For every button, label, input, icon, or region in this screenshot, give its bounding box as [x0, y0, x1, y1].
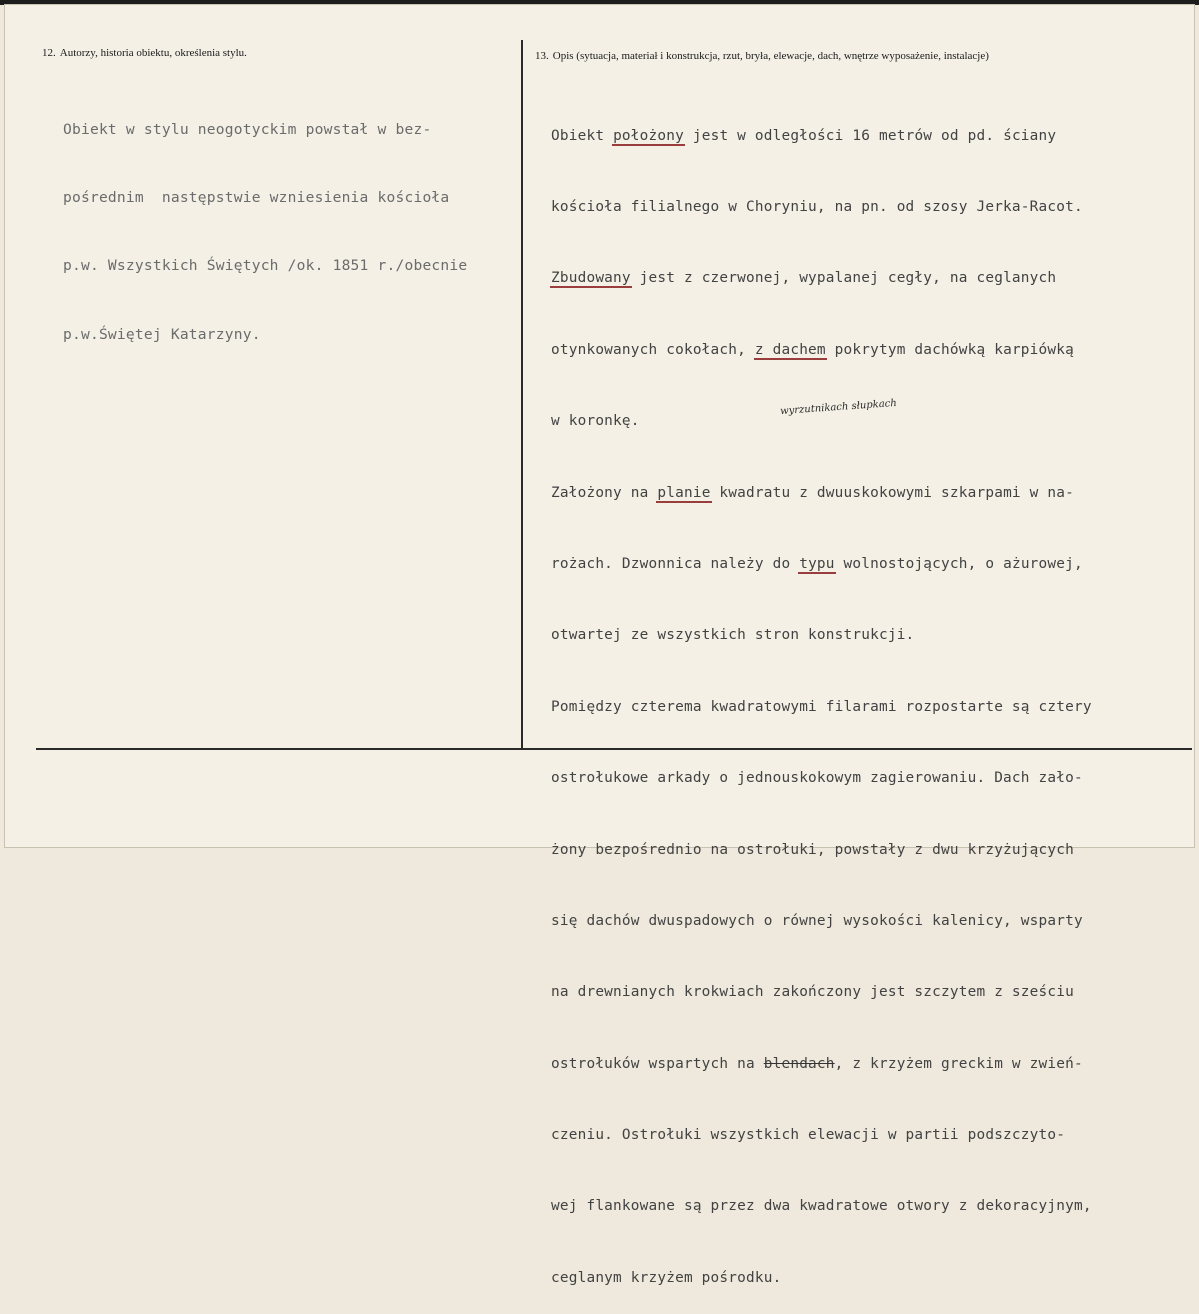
text-run: , z krzyżem greckim w zwień- — [834, 1055, 1083, 1072]
text-line: p.w. Wszystkich Świętych /ok. 1851 r./obecnie — [63, 257, 468, 275]
text-line: żony bezpośrednio na ostrołuki, powstały z dwu krzyżujących — [551, 841, 1074, 858]
section-13-number: 13. — [535, 50, 549, 62]
underlined-word: typu — [799, 555, 835, 572]
text-line: kościoła filialnego w Choryniu, na pn. od szosy Jerka-Racot. — [551, 198, 1083, 215]
section-13-header — [535, 50, 989, 62]
underlined-word: planie — [657, 484, 711, 501]
handwritten-correction: wyrzutnikach słupkach — [779, 397, 898, 418]
text-run: Założony na — [551, 484, 658, 501]
text-run: kwadratu z dwuuskokowymi szkarpami w na- — [710, 484, 1074, 501]
text-line: Obiekt w stylu neogotyckim powstał w bez- — [63, 120, 432, 138]
section-13-text — [551, 77, 1092, 1314]
struck-word: blendach — [763, 1055, 835, 1072]
section-12-number: 12. — [42, 47, 56, 59]
text-line: p.w.Świętej Katarzyny. — [63, 325, 261, 343]
text-run: wolnostojących, o ażurowej, — [834, 555, 1083, 572]
underlined-word: położony — [613, 127, 684, 144]
column-divider — [521, 40, 523, 750]
text-line — [551, 339, 1092, 363]
text-run: pokrytym dachówką karpiówką — [825, 341, 1074, 358]
text-line: otwartej ze wszystkich stron konstrukcji. — [551, 627, 915, 644]
text-line — [551, 553, 1092, 577]
text-run: rożach. Dzwonnica należy do — [551, 555, 800, 572]
text-line: pośrednim następstwie wzniesienia kościoła — [63, 188, 450, 206]
text-line: Pomiędzy czterema kwadratowymi filarami rozpostarte są cztery — [551, 698, 1092, 715]
section-12-header — [42, 47, 247, 59]
section-12-text — [63, 73, 467, 369]
underlined-word: Zbudowany — [551, 270, 631, 287]
text-line: wej flankowane są przez dwa kwadratowe otwory z dekoracyjnym, — [551, 1198, 1092, 1215]
section-12-label: Autorzy, historia obiektu, określenia stylu. — [59, 47, 247, 59]
section-13-label: Opis (sytuacja, materiał i konstrukcja, rzut, bryła, elewacje, dach, wnętrze wyposażenie, instalacje) — [552, 50, 989, 62]
text-run: otynkowanych cokołach, — [551, 341, 755, 358]
text-line: się dachów dwuspadowych o równej wysokości kalenicy, wsparty — [551, 912, 1083, 929]
text-line: w koronkę. — [551, 413, 640, 430]
text-line — [551, 1053, 1092, 1077]
text-line — [551, 482, 1092, 506]
text-line — [551, 267, 1092, 291]
text-run: ostrołuków wspartych na — [551, 1055, 764, 1072]
underlined-word: z dachem — [754, 341, 826, 358]
text-line: czeniu. Ostrołuki wszystkich elewacji w partii podszczyto- — [551, 1127, 1066, 1144]
text-line: ceglanym krzyżem pośrodku. — [551, 1269, 782, 1286]
text-run: jest z czerwonej, wypalanej cegły, na ceglanych — [630, 270, 1057, 287]
text-line: na drewnianych krokwiach zakończony jest szczytem z sześciu — [551, 984, 1074, 1001]
text-line — [551, 125, 1092, 149]
text-line: ostrołukowe arkady o jednouskokowym zagierowaniu. Dach zało- — [551, 770, 1083, 787]
text-run: Obiekt — [551, 127, 614, 144]
text-run: jest w odległości 16 metrów od pd. ściany — [683, 127, 1057, 144]
